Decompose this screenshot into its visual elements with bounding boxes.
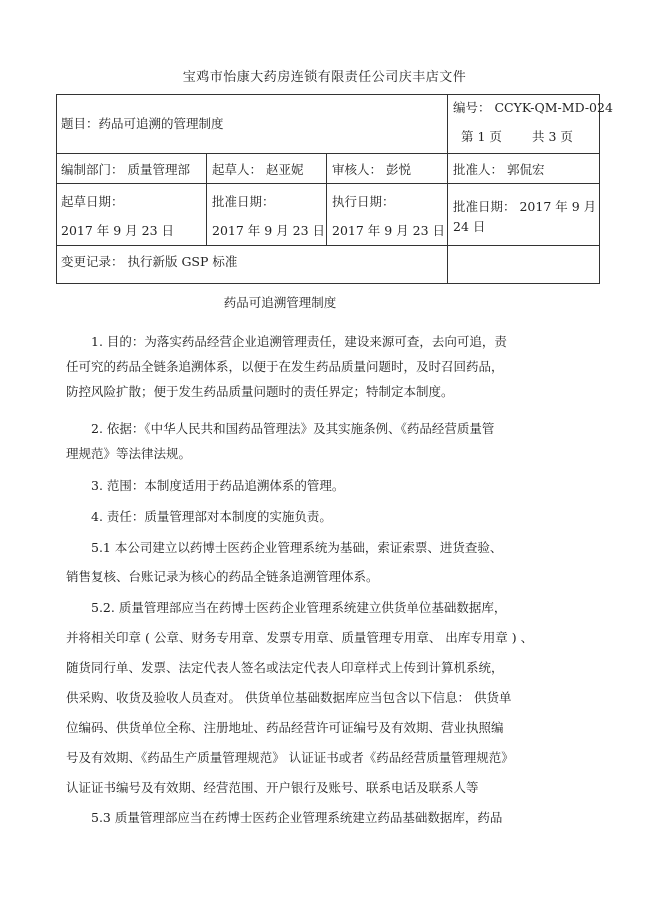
page-total: 共 3 页 — [532, 129, 573, 144]
body-line: 认证证书编号及有效期、经营范围、开户银行及账号、联系电话及联系人等 — [66, 780, 479, 795]
reviewer-field: 审核人： 彭悦 — [332, 162, 411, 177]
table-border — [56, 283, 600, 284]
body-line: 任可究的药品全链条追溯体系，以便于在发生药品质量问题时，及时召回药品， — [66, 359, 504, 374]
body-line: 理规范》等法律法规。 — [66, 446, 192, 461]
page-number: 第 1 页 — [461, 129, 502, 144]
body-line: 4. 责任：质量管理部对本制度的实施负责。 — [91, 509, 332, 524]
body-line: 3. 范围：本制度适用于药品追溯体系的管理。 — [91, 478, 345, 493]
table-divider — [56, 153, 600, 154]
draft-date-value: 2017 年 9 月 23 日 — [61, 223, 175, 238]
body-line: 5.2. 质量管理部应当在药博士医药企业管理系统建立供货单位基础数据库， — [91, 600, 507, 615]
approve-date2-line2: 24 日 — [453, 219, 486, 234]
body-line: 位编码、供货单位全称、注册地址、药品经营许可证编号及有效期、营业执照编 — [66, 720, 504, 735]
body-line: 1. 目的：为落实药品经营企业追溯管理责任，建设来源可查，去向可追，责 — [91, 334, 507, 349]
table-divider — [447, 94, 448, 284]
body-line: 随货同行单、发票、法定代表人签名或法定代表人印章样式上传到计算机系统， — [66, 660, 504, 675]
exec-date-value: 2017 年 9 月 23 日 — [332, 223, 446, 238]
approve-date-label: 批准日期： — [212, 194, 275, 209]
body-line: 号及有效期、《药品生产质量管理规范》 认证证书或者《药品经营质量管理规范》 — [66, 750, 514, 765]
body-line: 并将相关印章 ( 公章、财务专用章、发票专用章、质量管理专用章、 出库专用章 ) 、 — [66, 630, 534, 645]
approver-field: 批准人： 郭侃宏 — [453, 162, 545, 177]
draft-date-label: 起草日期： — [61, 194, 124, 209]
table-divider — [206, 153, 207, 246]
table-border — [599, 94, 600, 284]
approve-date2-line1: 批准日期： 2017 年 9 月 — [453, 199, 597, 214]
body-line: 5.3 质量管理部应当在药博士医药企业管理系统建立药品基础数据库，药品 — [91, 810, 503, 825]
dept-field: 编制部门： 质量管理部 — [61, 162, 190, 177]
document-info-table — [56, 94, 613, 284]
body-line: 供采购、收货及验收人员查对。 供货单位基础数据库应当包含以下信息： 供货单 — [66, 690, 512, 705]
body-line: 5.1 本公司建立以药博士医药企业管理系统为基础，索证索票、进货查验、 — [91, 540, 503, 555]
table-divider — [56, 183, 600, 184]
change-record: 变更记录： 执行新版 GSP 标准 — [61, 254, 238, 269]
table-divider — [326, 153, 327, 246]
table-border — [56, 94, 600, 95]
body-line: 销售复核、台账记录为核心的药品全链条追溯管理体系。 — [66, 569, 379, 584]
doc-code: 编号： CCYK-QM-MD-024 — [453, 100, 613, 115]
table-border — [56, 94, 57, 284]
body-line: 防控风险扩散；便于发生药品质量问题时的责任界定；特制定本制度。 — [66, 384, 454, 399]
document-header: 宝鸡市怡康大药房连锁有限责任公司庆丰店文件 — [182, 70, 467, 85]
body-line: 2. 依据：《中华人民共和国药品管理法》及其实施条例、《药品经营质量管 — [91, 421, 495, 436]
document-title: 药品可追溯管理制度 — [223, 295, 337, 310]
drafter-field: 起草人： 赵亚妮 — [212, 162, 304, 177]
title-field: 题目：药品可追溯的管理制度 — [61, 116, 224, 131]
exec-date-label: 执行日期： — [332, 194, 395, 209]
table-divider — [56, 245, 600, 246]
approve-date-value: 2017 年 9 月 23 日 — [212, 223, 326, 238]
